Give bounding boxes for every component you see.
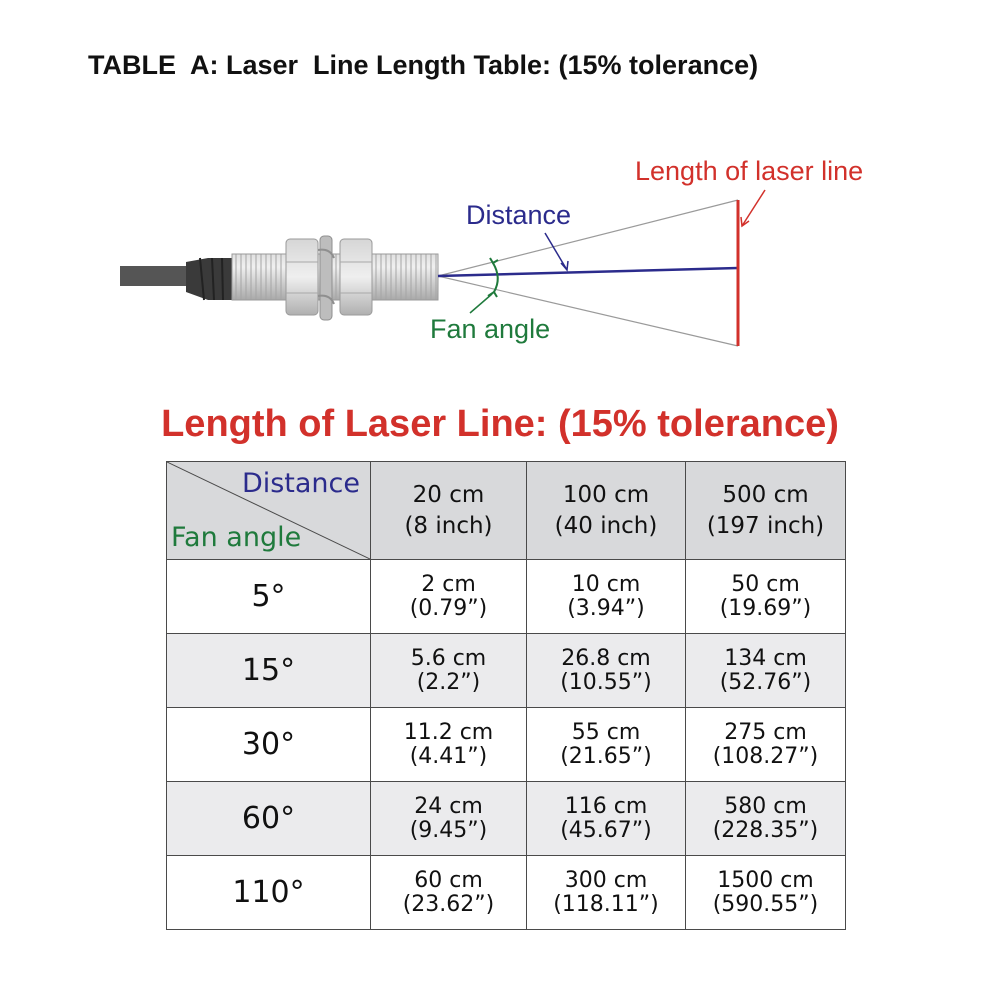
cell-inch: (2.2”) [416, 669, 481, 695]
length-of-laser-line-label: Length of laser line [635, 156, 864, 186]
table-cell [527, 708, 686, 782]
column-header-100cm [527, 462, 686, 560]
cell-inch: (10.55”) [560, 669, 652, 695]
sensor-barrel [232, 254, 438, 300]
cell-cm: 55 cm [571, 719, 641, 745]
table-cell [527, 560, 686, 634]
fan-angle-cell: 110° [167, 856, 371, 930]
page-title: TABLE A: Laser Line Length Table: (15% tolerance) [88, 50, 759, 80]
header-cm: 500 cm [722, 481, 809, 508]
fan-angle-cell: 60° [167, 782, 371, 856]
fan-angle-cell: 30° [167, 708, 371, 782]
cell-inch: (19.69”) [719, 595, 812, 621]
cell-inch: (3.94”) [567, 595, 645, 621]
header-cm: 20 cm [412, 481, 485, 508]
cell-cm: 60 cm [414, 867, 483, 893]
table-cell [686, 708, 846, 782]
table-cell [371, 634, 527, 708]
header-inch: (197 inch) [706, 512, 825, 539]
fan-angle-cell: 15° [167, 634, 371, 708]
cell-cm: 134 cm [724, 645, 807, 671]
table-cell [686, 782, 846, 856]
mounting-nut [340, 239, 372, 315]
table-cell [371, 560, 527, 634]
cell-inch: (9.45”) [409, 817, 488, 843]
cell-inch: (0.79”) [409, 595, 488, 621]
cell-cm: 5.6 cm [410, 645, 487, 671]
fan-angle-arc [493, 263, 498, 292]
mounting-nut [286, 239, 318, 315]
table-cell [686, 856, 846, 930]
corner-distance-label: Distance [241, 468, 360, 499]
fan-angle-cell: 5° [167, 560, 371, 634]
lock-washer [318, 236, 334, 320]
header-inch: (8 inch) [404, 512, 493, 539]
table-corner-cell [167, 462, 371, 560]
distance-line [438, 268, 738, 276]
table-row [167, 856, 846, 930]
laser-sensor-diagram [0, 0, 1000, 400]
table-row [167, 708, 846, 782]
table-row [167, 560, 846, 634]
column-header-20cm [371, 462, 527, 560]
cell-inch: (228.35”) [712, 817, 819, 843]
table-title: Length of Laser Line: (15% tolerance) [161, 403, 839, 445]
corner-fan-angle-label: Fan angle [171, 522, 302, 553]
cell-cm: 11.2 cm [403, 719, 494, 745]
cell-inch: (23.62”) [402, 891, 495, 917]
table-cell [686, 634, 846, 708]
table-cell [371, 708, 527, 782]
cell-cm: 580 cm [724, 793, 807, 819]
cell-inch: (118.11”) [553, 891, 659, 917]
laser-length-table [166, 461, 846, 930]
table-cell [686, 560, 846, 634]
cell-cm: 50 cm [731, 571, 800, 597]
connector-boot [186, 258, 232, 300]
column-header-500cm [686, 462, 846, 560]
header-cm: 100 cm [562, 481, 650, 508]
cell-inch: (4.41”) [409, 743, 488, 769]
cell-cm: 26.8 cm [561, 645, 651, 671]
fan-angle-label: Fan angle [430, 314, 551, 344]
table-row [167, 782, 846, 856]
cell-inch: (21.65”) [560, 743, 652, 769]
cell-inch: (52.76”) [719, 669, 812, 695]
cell-cm: 300 cm [564, 867, 648, 893]
cell-cm: 24 cm [414, 793, 483, 819]
cell-cm: 1500 cm [717, 867, 814, 893]
cell-cm: 116 cm [564, 793, 648, 819]
cell-inch: (108.27”) [712, 743, 819, 769]
table-cell [527, 634, 686, 708]
table-cell [371, 782, 527, 856]
distance-leader [545, 233, 567, 270]
cell-inch: (590.55”) [712, 891, 819, 917]
cell-inch: (45.67”) [560, 817, 652, 843]
cell-cm: 2 cm [421, 571, 476, 597]
table-row [167, 634, 846, 708]
distance-label: Distance [466, 200, 572, 230]
table-cell [371, 856, 527, 930]
cell-cm: 10 cm [571, 571, 641, 597]
table-cell [527, 856, 686, 930]
cable [120, 266, 192, 286]
length-leader [742, 190, 765, 226]
cell-cm: 275 cm [724, 719, 807, 745]
table-cell [527, 782, 686, 856]
header-inch: (40 inch) [554, 512, 658, 539]
table-header-row [167, 462, 846, 560]
